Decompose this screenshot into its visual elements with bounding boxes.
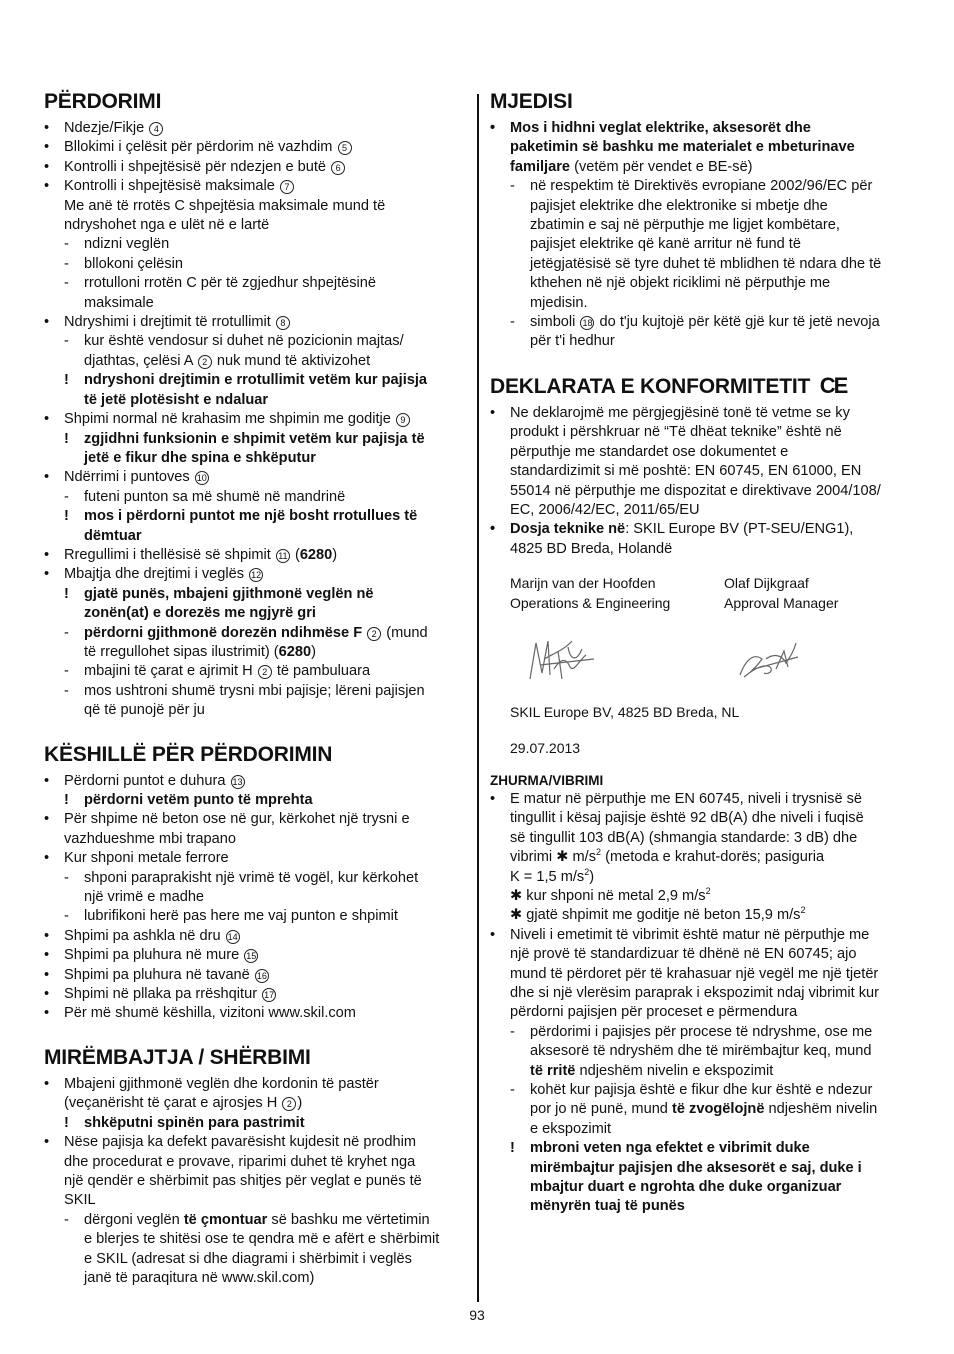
bullet: • <box>44 1075 50 1092</box>
sub-item: - rrotulloni rrotën C për të zgjedhur shpejtësinë maksimale <box>64 275 377 311</box>
sub-item: - kohët kur pajisja është e fikur dhe kur është e ndezur por jo në punë, mund të zvogëlojnë ndjeshëm nivelin e ekspozimit <box>510 1082 878 1137</box>
bullet: • <box>44 986 50 1003</box>
signature-icon <box>724 629 814 689</box>
usage-list <box>44 119 466 721</box>
ref-number: 9 <box>396 413 410 427</box>
section-title: MIRËMBAJTJA / SHËRBIMI <box>44 1045 311 1069</box>
bullet: • <box>44 947 50 964</box>
bullet: • <box>44 411 50 428</box>
right-column <box>490 88 912 1237</box>
list-item: • Ndërrimi i puntoves 10 <box>44 468 466 487</box>
signatories <box>510 573 912 613</box>
list-item: • Mbajeni gjithmonë veglën dhe kordonin të pastër (veçanërisht të çarat e ajrosjes H 2 ) <box>44 1075 379 1112</box>
page-number: 93 <box>469 1307 485 1323</box>
ref-number: 2 <box>282 1097 296 1111</box>
list-item: • Për shpime në beton ose në gur, kërkohet një trysni e vazhdueshme mbi trapano <box>44 811 410 847</box>
ref-number: 6 <box>331 161 345 175</box>
bullet: • <box>44 1005 50 1022</box>
bullet: • <box>490 120 496 136</box>
bullet: • <box>44 158 50 175</box>
bullet: • <box>44 566 50 583</box>
list-item: • Mos i hidhni veglat elektrike, aksesorët dhe paketimin së bashku me materialet e mbeturinave familjare (vetëm për vendet e BE-së) <box>490 120 855 175</box>
section-usage <box>44 88 466 721</box>
sub-item: - futeni punton sa më shumë në mandrinë <box>64 488 346 505</box>
ref-number: 2 <box>198 355 212 369</box>
section-title: MJEDISI <box>490 90 573 113</box>
column-divider <box>477 94 479 1302</box>
warning-item: ! mbroni veten nga efektet e vibrimit duke mirëmbajtur pajisjen dhe aksesorët e saj, duke i mbajtur duart e ngrohta dhe duke organizuar mënyrën tuaj të punës <box>510 1140 862 1215</box>
list-item: • Kontrolli i shpejtësisë për ndezjen e butë 6 <box>44 158 466 177</box>
bullet: • <box>44 469 50 486</box>
list-item: • Niveli i emetimit të vibrimit është matur në përputhje me një provë të standardizuar të dhënë në EN 60745; ajo mund të përdoret për të krahasuar një vegël me një tjetër dhe si një vlerësim paraprak i ekspozimit ndaj vibrimit kur përdorni pajisjen për proceset e përmendura <box>490 926 880 1021</box>
list-item: • Ndezje/Fikje 4 <box>44 119 466 138</box>
bullet: • <box>44 966 50 983</box>
declaration-date: 29.07.2013 <box>510 739 581 756</box>
list-item: • Për më shumë këshilla, vizitoni www.skil.com <box>44 1004 466 1023</box>
list-item: • Bllokimi i çelësit për përdorim në vazhdim 5 <box>44 138 466 157</box>
warning-item: ! mos i përdorni puntot me një bosht rrotullues të dëmtuar <box>64 508 418 544</box>
sub-item: - ndizni veglën <box>64 236 170 253</box>
bullet: • <box>44 139 50 156</box>
ce-mark-icon: CE <box>819 372 847 398</box>
bullet: • <box>44 927 50 944</box>
section-environment <box>490 88 912 352</box>
sub-item: - simboli 18 do t'ju kujtojë për këtë gjë kur të jetë nevoja për t'i hedhur <box>510 314 880 350</box>
list-item: • Shpimi në pllaka pa rrëshqitur 17 <box>44 985 466 1004</box>
company-address: SKIL Europe BV, 4825 BD Breda, NL <box>510 704 740 721</box>
list-item: • Nëse pajisja ka defekt pavarësisht kujdesit në prodhim dhe procedurat e provave, riparimi duhet të kryhet nga një qendër e shërbimit pas shitjes për veglat e punës të SKIL <box>44 1134 422 1209</box>
sub-item: - kur është vendosur si duhet në pozicionin majtas/ djathtas, çelësi A 2 nuk mund të aktivizohet <box>64 333 404 369</box>
warning-item: ! zgjidhni funksionin e shpimit vetëm kur pajisja të jetë e fikur dhe spina e shkëputur <box>64 430 425 466</box>
bullet: • <box>44 772 50 789</box>
bullet: • <box>490 790 496 807</box>
ref-number: 15 <box>246 951 257 962</box>
section-maintenance <box>44 1044 466 1288</box>
signatory-role: Approval Manager <box>724 595 839 612</box>
ref-number: 5 <box>338 141 352 155</box>
sub-item: - përdorni gjithmonë dorezën ndihmëse F 2 (mund të rregullohet sipas ilustrimit) (6280) <box>64 624 428 660</box>
list-item: • Shpimi pa pluhura në tavanë 16 <box>44 966 466 985</box>
signatures <box>510 629 912 689</box>
list-item: • E matur në përputhje me EN 60745, niveli i trysnisë së tingullit i kësaj pajisje është 92 dB(A) dhe niveli i fuqisë së tingullit 103 dB(A) (shmangia standarde: 3 dB) dhe vibrimi ✱ $m/s^2$ (metoda e krahut-dorës; pasiguria K = 1,5 $m/s^2$) ✱ kur shponi në metal 2,9 $m/s^2$ ✱ gjatë shpimit me goditje në beton 15,9 $m/s^2$ <box>490 790 864 924</box>
section-title: KËSHILLË PËR PËRDORIMIN <box>44 742 333 766</box>
ref-number: 18 <box>582 318 593 329</box>
bullet: • <box>490 926 496 943</box>
sub-item: - mos ushtroni shumë trysni mbi pajisje; lëreni pajisjen që të punojë për ju <box>64 682 425 719</box>
list-item: • Shpimi pa pluhura në mure 15 <box>44 946 466 965</box>
left-column <box>44 88 466 1308</box>
signature-icon <box>510 629 724 689</box>
list-item: • Shpimi normal në krahasim me shpimin me goditje 9 <box>44 410 466 429</box>
ref-number: 2 <box>258 665 272 679</box>
ref-number: 4 <box>149 122 163 136</box>
ref-number: 13 <box>232 776 243 787</box>
list-item: • Ndryshimi i drejtimit të rrotullimit 8 <box>44 313 466 332</box>
list-item: • Mbajtja dhe drejtimi i veglës 12 <box>44 565 466 584</box>
warning-item: ! përdorni vetëm punto të mprehta <box>64 792 313 808</box>
bullet: • <box>44 178 50 195</box>
signatory-name: Marijn van der Hoofden <box>510 575 656 592</box>
ref-number: 11 <box>276 549 290 563</box>
sub-item: - mbajini të çarat e ajrimit H 2 të pambuluara <box>64 663 371 680</box>
warning-item: ! gjatë punës, mbajeni gjithmonë veglën në zonën(at) e dorezës me ngjyrë gri <box>64 585 374 622</box>
section-noise-vibration <box>490 772 912 1217</box>
ref-number: 7 <box>280 180 294 194</box>
list-item: • Shpimi pa ashkla në dru 14 <box>44 927 466 946</box>
section-declaration <box>490 372 912 758</box>
section-tips <box>44 741 466 1024</box>
bullet: • <box>44 546 50 563</box>
list-item: • Ne deklarojmë me përgjegjësinë tonë të vetme se ky produkt i përshkruar në “Të dhëat teknike” është në përputhje me standardet ose dokumentet e standardizimit si më poshtë: EN 60745, EN 61000, EN 55014 në përputhje me dispozitat e direktivave 2004/108/ EC, 2006/42/EC, 2011/65/EU <box>490 404 881 518</box>
ref-number: 8 <box>276 316 290 330</box>
sub-item: - lubrifikoni herë pas here me vaj punton e shpimit <box>64 908 398 925</box>
ref-number: 10 <box>196 473 207 484</box>
list-item: • Kontrolli i shpejtësisë maksimale 7 <box>44 177 466 196</box>
bullet: • <box>44 314 50 331</box>
list-item: • Kur shponi metale ferrore <box>44 849 466 868</box>
ref-number: 17 <box>264 990 275 1001</box>
section-title: PËRDORIMI <box>44 90 162 113</box>
sub-item: - shponi paraprakisht një vrimë të vogël, kur kërkohet një vrimë e madhe <box>64 869 419 906</box>
ref-number: 16 <box>256 970 267 981</box>
section-title: DEKLARATA E KONFORMITETIT CE <box>490 372 847 398</box>
list-text: Me anë të rrotës C shpejtësia maksimale mund të <box>64 197 386 214</box>
ref-number: 14 <box>227 931 238 942</box>
sub-item: - bllokoni çelësin <box>64 255 183 272</box>
bullet: • <box>490 521 496 538</box>
bullet: • <box>44 120 50 136</box>
list-item: • Rregullimi i thellësisë së shpimit 11 (6280) <box>44 546 466 565</box>
section-title: ZHURMA/VIBRIMI <box>490 772 604 788</box>
sub-item: - përdorimi i pajisjes për procese të ndryshme, ose me aksesorë të ndryshëm dhe të mirëmbajtur keq, mund të rritë ndjeshëm nivelin e ekspozimit <box>510 1023 873 1079</box>
warning-item: ! ndryshoni drejtimin e rrotullimit vetëm kur pajisja të jetë plotësisht e ndaluar <box>64 372 428 408</box>
list-text: ndryshohet nga e ulët në e lartë <box>64 217 270 234</box>
bullet: • <box>44 1134 50 1151</box>
ref-number: 2 <box>367 627 381 641</box>
list-item: • Dosja teknike në: SKIL Europe BV (PT-SEU/ENG1), 4825 BD Breda, Holandë <box>490 521 854 557</box>
list-item: • Përdorni puntot e duhura 13 <box>44 772 466 791</box>
bullet: • <box>490 404 496 421</box>
signatory-name: Olaf Dijkgraaf <box>724 575 809 592</box>
warning-item: ! shkëputni spinën para pastrimit <box>64 1114 305 1131</box>
sub-item: - dërgoni veglën të çmontuar së bashku me vërtetimin e blerjes te shitësi ose te qendra më e afërt e shërbimit e SKIL (adresat si dhe diagrami i shërbimit i veglës janë të paraqitura në www.skil.com) <box>64 1211 440 1286</box>
signatory-role: Operations & Engineering <box>510 595 671 612</box>
bullet: • <box>44 850 50 867</box>
sub-item: - në respektim të Direktivës evropiane 2002/96/EC për pajisjet elektrike dhe elektronike si mbetje dhe zbatimin e saj në përputhje me ligjet kombëtare, pajisjet elektrike që kanë arritur në fund të jetëgjatësisë së tyre duhet të mblidhen të ndara dhe të kthehen në një objekt riciklimi në përputhje me mjedisin. <box>510 178 882 311</box>
bullet: • <box>44 811 50 828</box>
ref-number: 12 <box>251 570 262 581</box>
